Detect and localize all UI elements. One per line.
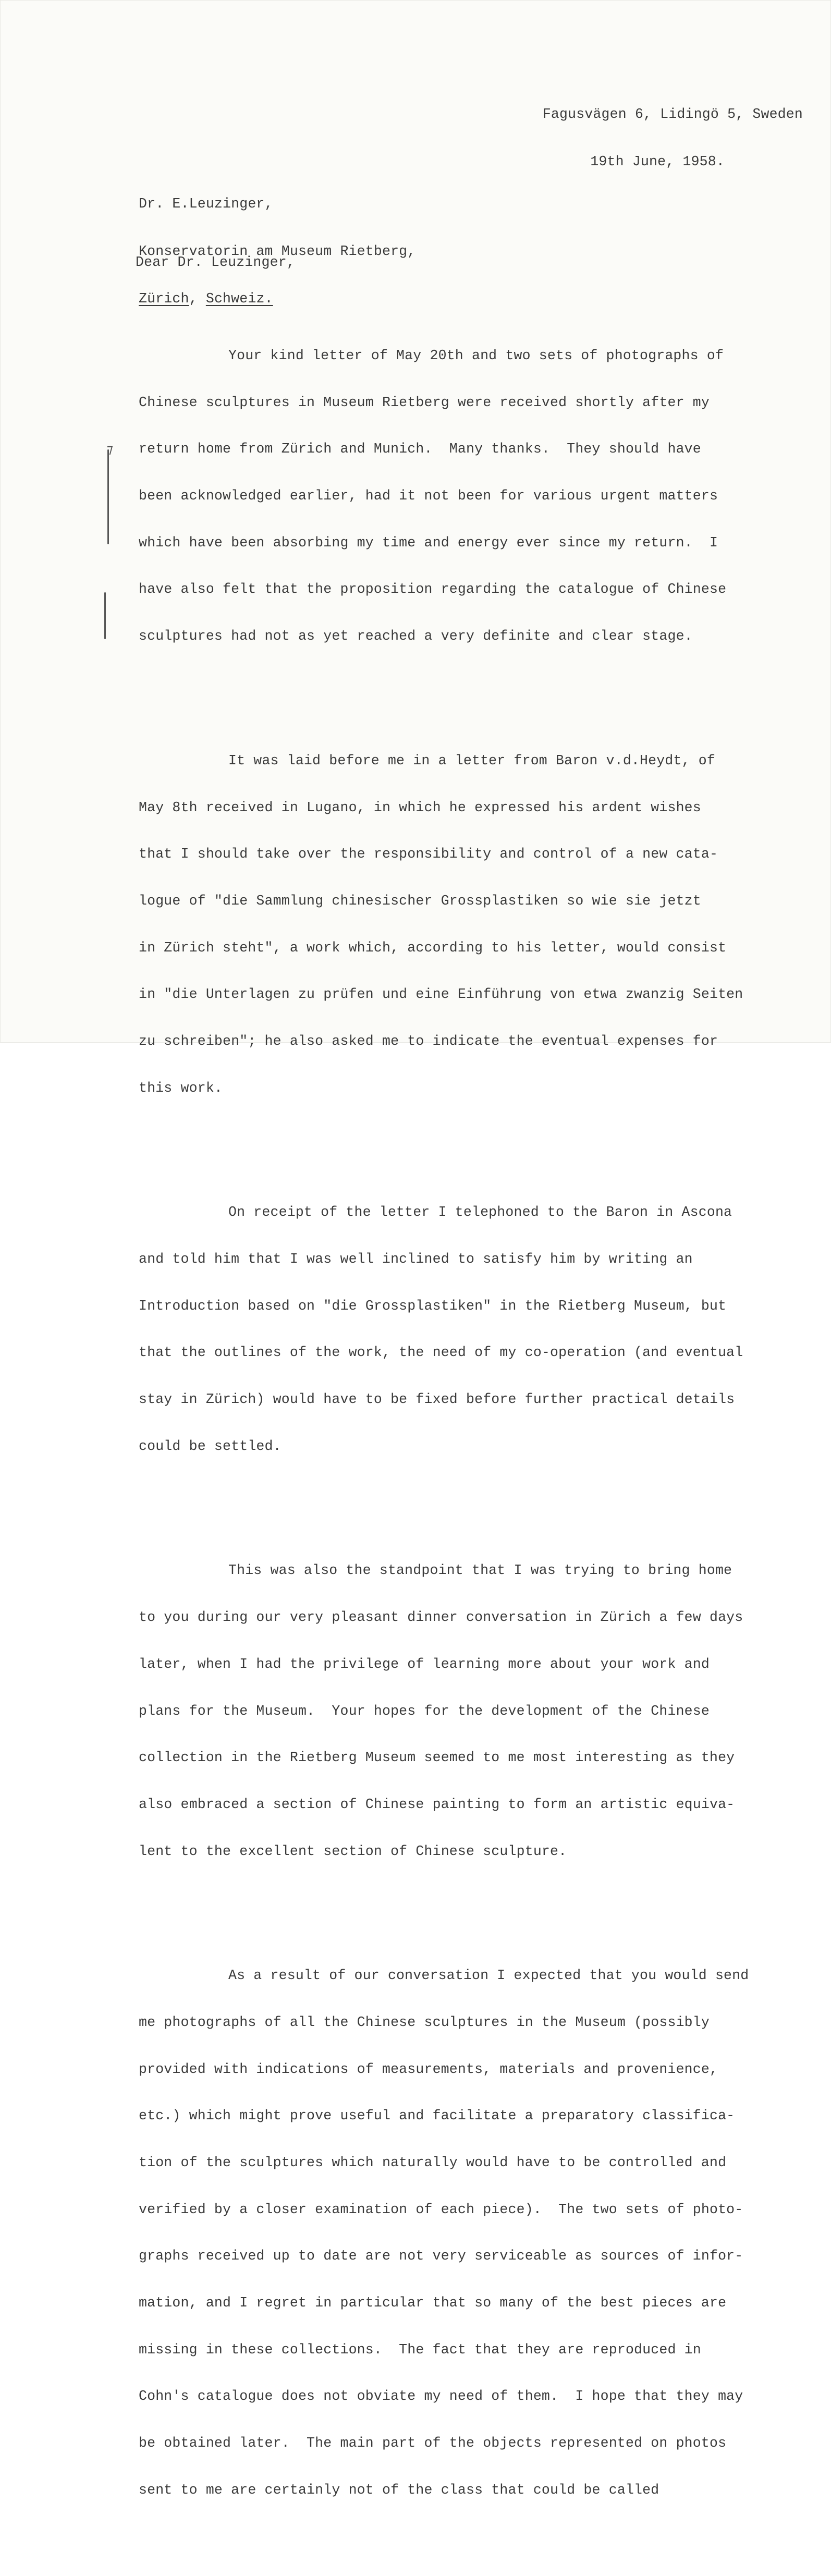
margin-pencil-mark	[104, 592, 106, 639]
text-line: me photographs of all the Chinese sculptures in the Museum (possibly	[139, 2014, 710, 2030]
text-line: plans for the Museum. Your hopes for the development of the Chinese	[139, 1703, 710, 1719]
text-line: to you during our very pleasant dinner conversation in Zürich a few days	[139, 1609, 743, 1626]
recipient-name: Dr. E.Leuzinger,	[139, 196, 273, 212]
text-line: tion of the sculptures which naturally would have to be controlled and	[139, 2155, 727, 2170]
text-line: lent to the excellent section of Chinese sculpture.	[139, 1843, 567, 1859]
recipient-city: Zürich	[139, 291, 189, 307]
letter-body	[139, 286, 806, 2576]
text-line: Introduction based on "die Grossplastiken" in the Rietberg Museum, but	[139, 1298, 727, 1314]
text-line: graphs received up to date are not very serviceable as sources of infor-	[139, 2248, 743, 2264]
text-line: It was laid before me in a letter from Baron v.d.Heydt, of	[228, 752, 715, 768]
text-line: missing in these collections. The fact that they are reproduced in	[139, 2341, 701, 2358]
text-line: sculptures had not as yet reached a very definite and clear stage.	[139, 628, 693, 644]
text-line: May 8th received in Lugano, in which he expressed his ardent wishes	[139, 799, 701, 815]
text-line: which have been absorbing my time and energy ever since my return. I	[139, 534, 718, 551]
text-line: this work.	[139, 1080, 223, 1096]
text-line: On receipt of the letter I telephoned to the Baron in Ascona	[228, 1204, 732, 1220]
text-line: that I should take over the responsibility and control of a new cata-	[139, 846, 718, 862]
sender-block	[511, 75, 803, 201]
text-line: sent to me are certainly not of the class that could be called	[139, 2482, 659, 2498]
text-line: also embraced a section of Chinese painting to form an artistic equiva-	[139, 1796, 735, 1812]
text-line: in Zürich steht", a work which, according to his letter, would consist	[139, 939, 727, 956]
text-line: be obtained later. The main part of the objects represented on photos	[139, 2435, 727, 2451]
paragraph-5	[139, 1937, 806, 2529]
paragraph-3	[139, 1174, 806, 1485]
salutation: Dear Dr. Leuzinger,	[136, 254, 295, 270]
margin-pencil-mark	[107, 449, 109, 544]
sender-address: Fagusvägen 6, Lidingö 5, Sweden	[542, 106, 803, 122]
paragraph-4	[139, 1532, 806, 1890]
text-line: logue of "die Sammlung chinesischer Grossplastiken so wie sie jetzt	[139, 893, 701, 909]
paragraph-2	[139, 722, 806, 1128]
text-line: Cohn's catalogue does not obviate my need of them. I hope that they may	[139, 2388, 743, 2404]
text-line: Your kind letter of May 20th and two sets of photographs of	[228, 348, 724, 363]
margin-pencil-tick	[105, 446, 113, 455]
text-line: that the outlines of the work, the need of my co-operation (and eventual	[139, 1345, 743, 1361]
paragraph-1	[139, 317, 806, 676]
text-line: have also felt that the proposition regarding the catalogue of Chinese	[139, 581, 727, 597]
text-line: etc.) which might prove useful and facilitate a preparatory classifica-	[139, 2108, 735, 2124]
text-line: This was also the standpoint that I was trying to bring home	[228, 1562, 732, 1579]
recipient-separator: ,	[189, 291, 206, 307]
text-line: been acknowledged earlier, had it not been for various urgent matters	[139, 488, 718, 504]
text-line: return home from Zürich and Munich. Many thanks. They should have	[139, 441, 701, 457]
recipient-country: Schweiz.	[205, 291, 273, 307]
letter-date: 19th June, 1958.	[590, 154, 725, 169]
text-line: and told him that I was well inclined to satisfy him by writing an	[139, 1251, 693, 1267]
text-line: in "die Unterlagen zu prüfen und eine Einführung von etwa zwanzig Seiten	[139, 986, 743, 1003]
text-line: As a result of our conversation I expected that you would send	[228, 1968, 749, 1984]
recipient-title: Konservatorin am Museum Rietberg,	[139, 243, 416, 259]
text-line: later, when I had the privilege of learning more about your work and	[139, 1656, 710, 1672]
text-line: verified by a closer examination of each piece). The two sets of photo-	[139, 2201, 743, 2217]
text-line: mation, and I regret in particular that so many of the best pieces are	[139, 2295, 727, 2311]
text-line: Chinese sculptures in Museum Rietberg were received shortly after my	[139, 394, 710, 410]
text-line: could be settled.	[139, 1438, 282, 1454]
text-line: provided with indications of measurements, materials and provenience,	[139, 2061, 718, 2077]
text-line: zu schreiben"; he also asked me to indicate the eventual expenses for	[139, 1033, 718, 1049]
text-line: collection in the Rietberg Museum seemed to me most interesting as they	[139, 1750, 735, 1766]
text-line: stay in Zürich) would have to be fixed before further practical details	[139, 1391, 735, 1408]
